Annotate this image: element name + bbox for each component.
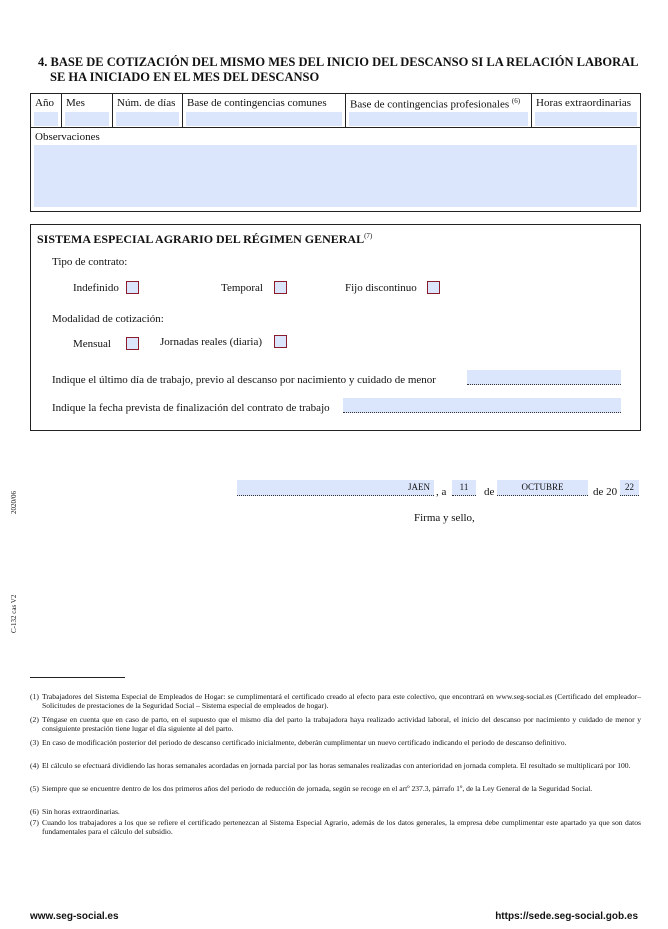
- col-mes: [62, 94, 113, 127]
- footnote-3-text: En caso de modificación posterior del periodo de descanso certificado inicialmente, deberán cumplimentar un nuevo certificado indicando el periodo de descanso definitivo.: [42, 738, 567, 747]
- footnote-6-text: Sin horas extraordinarias.: [42, 807, 120, 816]
- col-base-comunes: [183, 94, 346, 127]
- base-comunes-field[interactable]: [186, 112, 342, 126]
- col-base-profesionales-text: Base de contingencias profesionales: [350, 98, 510, 111]
- footnote-2: [30, 715, 641, 733]
- footnote-ref-7: (7): [364, 232, 373, 240]
- col-horas-extra: [532, 94, 640, 127]
- section-4-title-line2: SE HA INICIADO EN EL MES DEL DESCANSO: [50, 70, 320, 84]
- anio-firma-field[interactable]: [620, 480, 639, 496]
- observaciones-label: Observaciones: [35, 131, 100, 143]
- tipo-contrato-label: Tipo de contrato:: [52, 256, 128, 268]
- base-profesionales-field[interactable]: [349, 112, 528, 126]
- ultimo-dia-field[interactable]: [467, 370, 621, 385]
- footnote-1-text: Trabajadores del Sistema Especial de Empleados de Hogar: se cumplimentará el certificado creado al efecto para este colectivo, que encontrará en www.seg-social.es (Certificado del empleador– Solicitudes de prestaciones de la Seguridad Social – Sistema especial de empleados de hogar).: [42, 692, 641, 710]
- de1-text: de: [484, 486, 495, 498]
- fijo-discontinuo-label: Fijo discontinuo: [345, 282, 417, 294]
- section-4-title: [38, 55, 648, 85]
- jornadas-reales-checkbox[interactable]: [274, 335, 287, 348]
- side-code-form: C-132 cas V2: [10, 594, 18, 633]
- mensual-checkbox[interactable]: [126, 337, 139, 350]
- dia-field[interactable]: [452, 480, 476, 496]
- footnote-3-number: (3): [30, 738, 39, 747]
- de2-text: de 20: [593, 486, 618, 498]
- footnote-4-text: El cálculo se efectuará dividiendo las horas semanales acordadas en jornada parcial por las horas semanales realizadas con anterioridad en jornada completa. El resultado se multiplicará por 100.: [42, 761, 631, 770]
- firma-sello-label: Firma y sello,: [414, 512, 475, 524]
- fijo-discontinuo-checkbox[interactable]: [427, 281, 440, 294]
- num-dias-field[interactable]: [116, 112, 179, 126]
- section-4-title-line1: 4. BASE DE COTIZACIÓN DEL MISMO MES DEL INICIO DEL DESCANSO SI LA RELACIÓN LABORAL: [38, 55, 639, 69]
- side-code-date: 2020/06: [10, 491, 18, 514]
- temporal-label: Temporal: [221, 282, 263, 294]
- footnote-6: [30, 807, 641, 816]
- fecha-fin-contrato-label: Indique la fecha prevista de finalización del contrato de trabajo: [52, 402, 330, 414]
- sistema-agrario-title: [37, 232, 372, 247]
- anio-field[interactable]: [34, 112, 58, 126]
- sistema-agrario-box: [30, 224, 641, 431]
- col-anio-label: Año: [35, 97, 54, 109]
- footnote-7: [30, 818, 641, 836]
- observaciones-field[interactable]: [34, 145, 637, 207]
- col-base-comunes-label: Base de contingencias comunes: [187, 97, 327, 109]
- mes-firma-value: OCTUBRE: [521, 482, 564, 492]
- lugar-value: JAEN: [408, 482, 430, 492]
- sistema-agrario-title-text: SISTEMA ESPECIAL AGRARIO DEL RÉGIMEN GENERAL: [37, 232, 365, 246]
- fecha-fin-contrato-field[interactable]: [343, 398, 621, 413]
- indefinido-checkbox[interactable]: [126, 281, 139, 294]
- col-horas-extra-label: Horas extraordinarias: [536, 97, 631, 109]
- footnote-2-text: Téngase en cuenta que en caso de parto, en el supuesto que el mismo día del parto la trabajadora haya realizado actividad laboral, el inicio del descanso por nacimiento y cuidado de menor y consiguiente prestación tiene lugar el día siguiente al del parto.: [42, 715, 641, 733]
- col-num-dias-label: Núm. de días: [117, 97, 176, 109]
- temporal-checkbox[interactable]: [274, 281, 287, 294]
- footnote-2-number: (2): [30, 715, 39, 724]
- footnote-6-number: (6): [30, 807, 39, 816]
- footnote-5-text: Siempre que se encuentre dentro de los dos primeros años del periodo de reducción de jornada, según se recoge en el artº 237.3, párrafo 1º, de la Ley General de la Seguridad Social.: [42, 784, 593, 793]
- lugar-field[interactable]: [237, 480, 434, 496]
- table-row-divider: [31, 127, 640, 128]
- col-base-profesionales: [346, 94, 532, 127]
- footer-website-link[interactable]: www.seg-social.es: [30, 911, 119, 922]
- footnote-4: [30, 761, 641, 770]
- footnote-3: [30, 738, 641, 747]
- sep-a-text: , a: [436, 486, 447, 498]
- footnote-separator: [30, 677, 125, 678]
- col-anio: [31, 94, 62, 127]
- footnote-4-number: (4): [30, 761, 39, 770]
- col-num-dias: [113, 94, 183, 127]
- mensual-label: Mensual: [73, 338, 111, 350]
- footnote-7-text: Cuando los trabajadores a los que se refiere el certificado pertenezcan al Sistema Especial Agrario, además de los datos generales, la empresa debe cumplimentar este apartado ya que son datos fundamentales para el cálculo del subsidio.: [42, 818, 641, 836]
- mes-firma-field[interactable]: [497, 480, 588, 496]
- footnote-ref-6: (6): [511, 97, 521, 105]
- horas-extra-field[interactable]: [535, 112, 637, 126]
- footnote-5: [30, 784, 641, 793]
- col-base-profesionales-label: [350, 97, 520, 111]
- modalidad-cotizacion-label: Modalidad de cotización:: [52, 313, 164, 325]
- ultimo-dia-label: Indique el último día de trabajo, previo al descanso por nacimiento y cuidado de menor: [52, 374, 436, 386]
- mes-field[interactable]: [65, 112, 109, 126]
- footer-sede-link[interactable]: https://sede.seg-social.gob.es: [495, 911, 638, 922]
- indefinido-label: Indefinido: [73, 282, 119, 294]
- jornadas-reales-label: Jornadas reales (diaria): [160, 336, 263, 348]
- footnote-1: [30, 692, 641, 710]
- col-mes-label: Mes: [66, 97, 85, 109]
- anio-firma-value: 22: [625, 482, 634, 492]
- footnote-7-number: (7): [30, 818, 39, 827]
- base-cotizacion-table: [30, 93, 641, 212]
- dia-value: 11: [459, 482, 469, 492]
- footnote-5-number: (5): [30, 784, 39, 793]
- footnote-1-number: (1): [30, 692, 39, 701]
